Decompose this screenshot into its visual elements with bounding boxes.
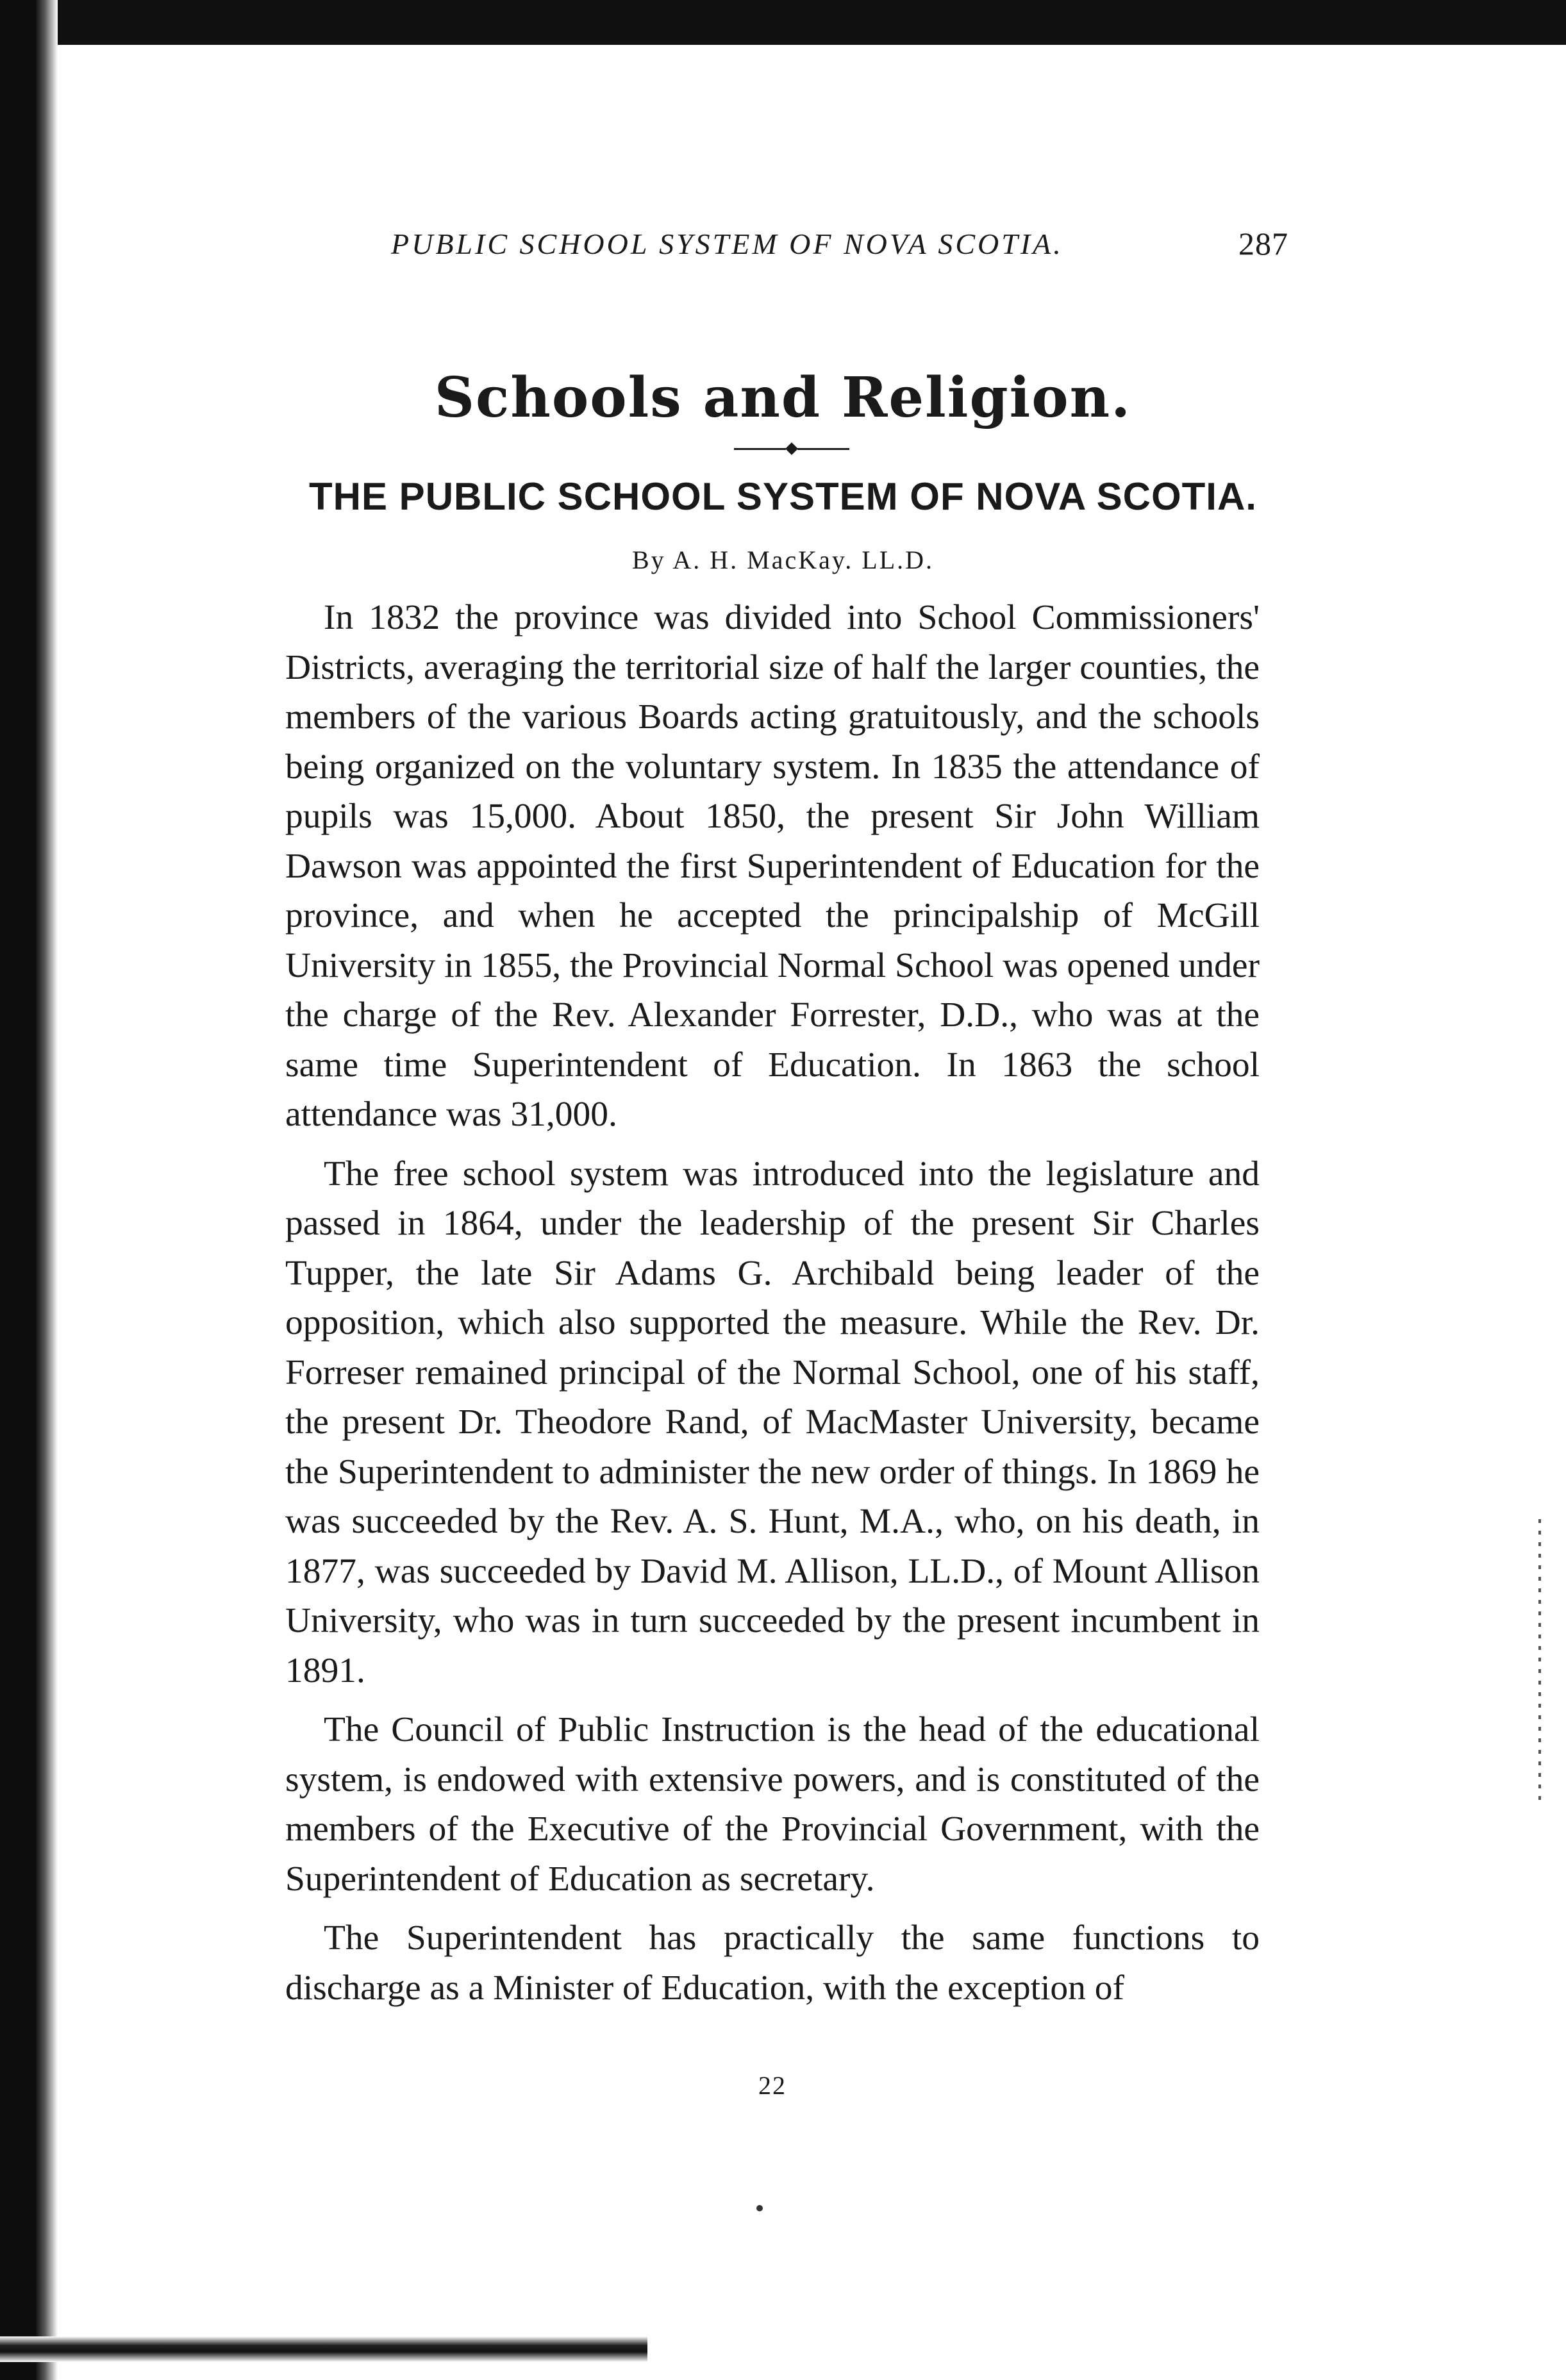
- diamond-ornament-icon: [785, 442, 798, 455]
- running-head: [391, 218, 1288, 269]
- rule-line-right: [797, 448, 849, 450]
- scan-border-left: [0, 0, 58, 2380]
- paragraph: The Council of Public Instruction is the head of the educational system, is endowed with extensive powers, and is constituted of the members of the Executive of the Provincial Government, with the Superintendent of Education as secretary.: [285, 1710, 1260, 1899]
- scan-border-bottom: [0, 2336, 647, 2362]
- scan-noise-right: [1538, 1519, 1541, 1801]
- ink-speck: [756, 2205, 763, 2211]
- article-title: THE PUBLIC SCHOOL SYSTEM OF NOVA SCOTIA.: [309, 475, 1257, 518]
- section-title: Schools and Religion.: [434, 365, 1132, 430]
- byline: By A. H. MacKay. LL.D.: [631, 545, 935, 574]
- signature-mark: 22: [758, 2071, 787, 2100]
- running-head-title: PUBLIC SCHOOL SYSTEM OF NOVA SCOTIA.: [391, 227, 1063, 260]
- ornament-rule: [734, 447, 849, 451]
- rule-line-left: [734, 448, 786, 450]
- article-body: [285, 593, 1260, 2022]
- paragraph: The free school system was introduced into the legislature and passed in 1864, under the leadership of the present Sir Charles Tupper, the late Sir Adams G. Archibald being leader of the opposition, which also supported the measure. While the Rev. Dr. Forreser remained principal of the Normal School, one of his staff, the present Dr. Theodore Rand, of MacMaster University, became the Superintendent to administer the new order of things. In 1869 he was succeeded by the Rev. A. S. Hunt, M.A., who, on his death, in 1877, was succeeded by David M. Allison, LL.D., of Mount Allison University, who was in turn succeeded by the present incumbent in 1891.: [285, 1154, 1260, 1690]
- page-number: 287: [1238, 226, 1288, 262]
- paragraph: The Superintendent has practically the same functions to discharge as a Minister of Education, with the exception of: [285, 1918, 1260, 2008]
- paragraph: In 1832 the province was divided into School Commissioners' Districts, averaging the territorial size of half the larger counties, the members of the various Boards acting gratuitously, and the schools being organized on the voluntary system. In 1835 the attendance of pupils was 15,000. About 1850, the present Sir John William Dawson was appointed the first Superintendent of Education for the province, and when he accepted the principalship of McGill University in 1855, the Provincial Normal School was opened under the charge of the Rev. Alexander Forrester, D.D., who was at the same time Superintendent of Education. In 1863 the school attendance was 31,000.: [285, 598, 1260, 1134]
- scan-border-top: [0, 0, 1566, 45]
